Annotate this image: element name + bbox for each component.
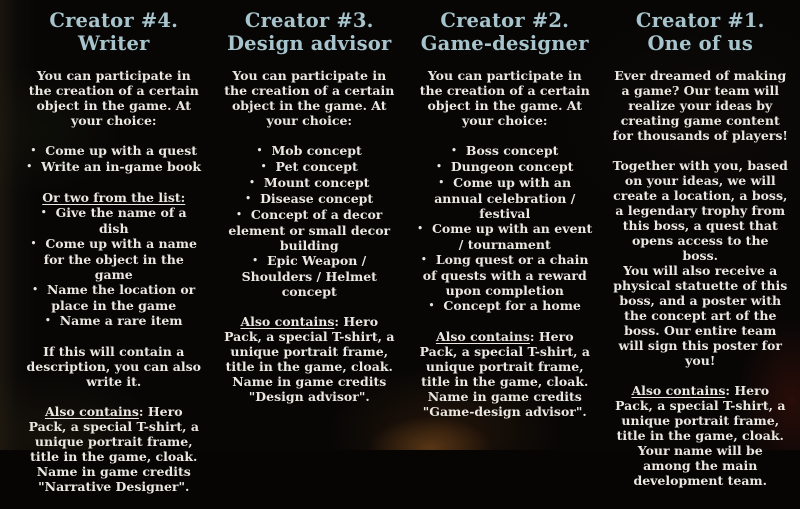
- perk-item: • Mount concept: [222, 175, 398, 191]
- tier-description-extra: You will also receive a physical statuette of this boss, and a poster with the concept art of the boss. Our entire team will sign this poster for you!: [613, 263, 788, 368]
- perk-item: • Pet concept: [222, 159, 398, 175]
- also-contains: [222, 314, 398, 404]
- perk-item: • Come up with an annual celebration / festival: [417, 175, 593, 221]
- also-contains-lead: Also contains: [44, 404, 139, 419]
- perk-item: • Come up with an event / tournament: [417, 221, 593, 252]
- also-contains: [26, 404, 202, 494]
- tier-title-line-1: Creator #2.: [440, 9, 570, 32]
- tier-title-line-2: One of us: [647, 32, 753, 55]
- perk-item: • Dungeon concept: [417, 159, 593, 175]
- also-contains-text: : Hero Pack, a special T-shirt, a unique portrait frame, title in the game, cloak. Your name will be among the main development team.: [615, 383, 786, 488]
- tier-column-creator-2-game-designer: [417, 9, 593, 509]
- perk-item: • Boss concept: [417, 143, 593, 159]
- perk-item: • Concept for a home: [417, 298, 593, 314]
- tier-title: [26, 9, 202, 55]
- tier-column-creator-1-one-of-us: [613, 9, 789, 509]
- also-contains-lead: Also contains: [435, 329, 530, 344]
- perk-item: • Come up with a quest: [26, 143, 202, 159]
- also-contains-text: : Hero Pack, a special T-shirt, a unique portrait frame, title in the game, cloak. Name in game credits "Narrative Designer".: [28, 404, 199, 494]
- perk-item: • Write an in-game book: [26, 159, 202, 175]
- tier-title-line-1: Creator #1.: [635, 9, 765, 32]
- tier-title: [417, 9, 593, 55]
- also-contains-lead: Also contains: [631, 383, 726, 398]
- tier-title: [222, 9, 398, 55]
- also-contains: [613, 383, 789, 488]
- tier-column-creator-4-writer: [26, 9, 202, 509]
- tier-title-line-2: Design advisor: [227, 32, 392, 55]
- tier-pitch: Ever dreamed of making a game? Our team will realize your ideas by creating game content for thousands of players!: [612, 68, 788, 143]
- perk-item: • Long quest or a chain of quests with a reward upon completion: [417, 252, 593, 298]
- perk-item: • Name a rare item: [26, 313, 202, 329]
- tier-column-creator-3-design-advisor: [222, 9, 398, 509]
- perk-item: • Mob concept: [222, 143, 398, 159]
- tier-title-line-1: Creator #3.: [244, 9, 374, 32]
- also-contains-text: : Hero Pack, a special T-shirt, a unique portrait frame, title in the game, cloak. Name in game credits "Design advisor".: [224, 314, 395, 404]
- perk-item: • Come up with a name for the object in the game: [26, 236, 202, 282]
- perk-list: [26, 143, 202, 175]
- tier-title-line-2: Game-designer: [420, 32, 589, 55]
- also-contains: [417, 329, 593, 419]
- perk-list: [417, 143, 593, 314]
- perk-item: • Epic Weapon / Shoulders / Helmet concept: [222, 253, 398, 299]
- list-heading: Or two from the list:: [42, 190, 186, 205]
- perk-item: • Disease concept: [222, 191, 398, 207]
- perk-list-alt: [26, 205, 202, 329]
- tier-note: If this will contain a description, you can also write it.: [26, 344, 201, 389]
- tier-title-line-1: Creator #4.: [49, 9, 179, 32]
- also-contains-text: : Hero Pack, a special T-shirt, a unique portrait frame, title in the game, cloak. Name in game credits "Game-design advisor".: [419, 329, 590, 419]
- tier-title: [613, 9, 789, 55]
- tier-title-line-2: Writer: [77, 32, 150, 55]
- also-contains-lead: Also contains: [240, 314, 335, 329]
- tier-intro: You can participate in the creation of a certain object in the game. At your choice:: [28, 68, 199, 128]
- tier-description: Together with you, based on your ideas, we will create a location, a boss, a legendary trophy from this boss, a quest that opens access to the boss.: [612, 158, 788, 263]
- tier-intro: You can participate in the creation of a certain object in the game. At your choice:: [419, 68, 590, 128]
- perk-item: • Give the name of a dish: [26, 205, 202, 236]
- perk-item: • Name the location or place in the game: [26, 282, 202, 313]
- tier-intro: You can participate in the creation of a certain object in the game. At your choice:: [224, 68, 395, 128]
- perk-list: [222, 143, 398, 299]
- perk-item: • Concept of a decor element or small decor building: [222, 207, 398, 253]
